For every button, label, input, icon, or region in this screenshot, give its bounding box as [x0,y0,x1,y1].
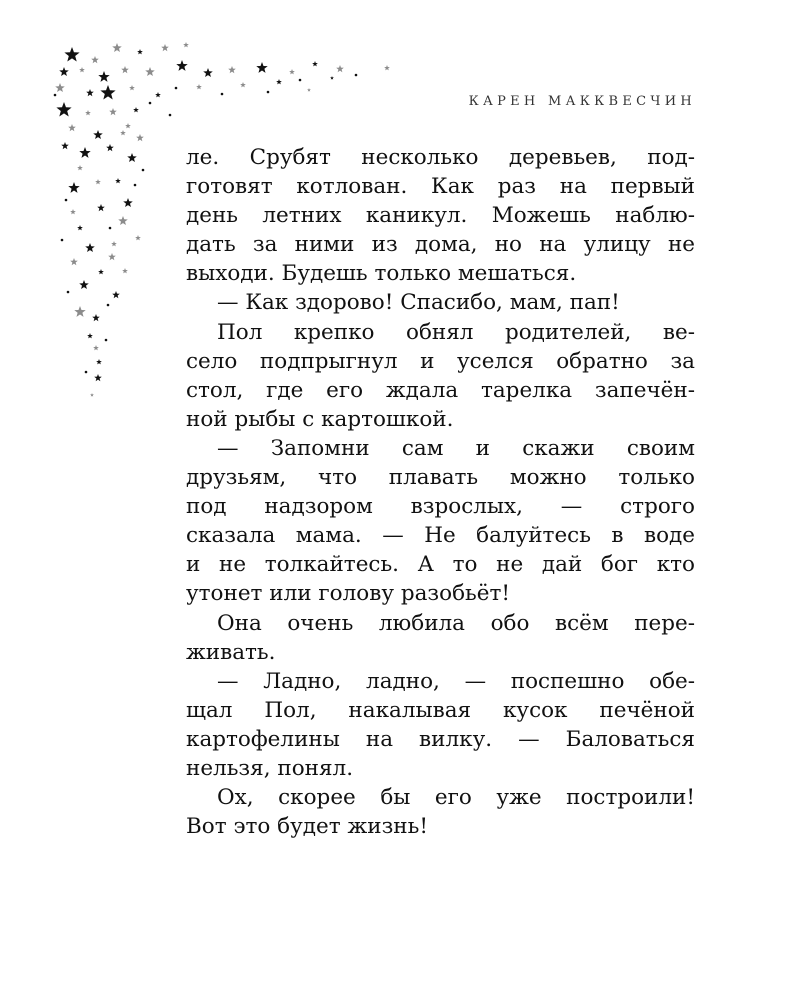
text-line: — Как здорово! Спасибо, мам, пап! [217,290,620,316]
star-dot-icon [105,339,108,342]
star-dot-icon [267,91,270,94]
star-icon [129,85,135,90]
text-line: выходи. Будешь только мешаться. [186,261,577,287]
star-dot-icon [54,94,57,97]
text-line: живать. [186,639,276,665]
text-line: утонет или голову разобьёт! [186,581,510,607]
star-icon [203,68,213,77]
star-icon [77,165,83,170]
star-icon [74,306,85,317]
star-dot-icon [299,79,302,82]
star-icon [55,83,65,92]
text-line: ной рыбы с картошкой. [186,406,454,432]
running-head: КАРЕН МАККВЕСЧИН [468,94,696,109]
star-dot-icon [149,102,152,105]
star-icon [100,85,115,99]
text-line: Вот это будет жизнь! [186,814,428,840]
star-icon [240,82,246,87]
text-line: — Запомни сам и скажи своим [217,435,695,461]
star-icon [94,374,102,381]
text-line: готовят котлован. Как раз на первый [186,174,695,200]
star-icon [115,178,121,183]
text-line: — Ладно, ладно, — поспешно обе- [217,668,695,694]
star-icon [79,67,85,72]
star-icon [98,269,104,274]
star-dot-icon [134,184,137,187]
star-icon [336,65,344,72]
star-icon [155,92,161,97]
text-line: нельзя, понял. [186,755,354,781]
star-icon [56,102,71,116]
star-icon [95,179,101,184]
star-icon [307,88,311,92]
star-icon [93,345,99,350]
star-icon [176,60,187,71]
text-line: день летних каникул. Можешь наблю- [186,203,695,229]
star-icon [137,49,143,54]
star-icon [90,393,94,397]
star-icon [92,314,100,321]
star-icon [59,67,69,76]
star-icon [123,198,133,207]
star-dot-icon [61,239,64,242]
star-dot-icon [169,114,172,117]
page-text [186,143,695,841]
star-icon [145,67,155,76]
star-icon [97,204,105,211]
star-icon [228,66,236,73]
text-line: щал Пол, накалывая кусок печёной [186,697,695,723]
star-icon [125,123,131,128]
text-line: дать за ними из дома, но на улицу не [186,232,695,258]
star-icon [118,216,128,225]
text-line: Она очень любила обо всём пере- [217,610,695,636]
text-line: под надзором взрослых, — строго [186,494,695,520]
star-dot-icon [85,371,88,374]
star-icon [96,359,102,364]
text-line: друзьям, что плавать можно только [186,465,695,491]
star-icon [70,258,78,265]
star-icon [289,69,295,74]
star-icon [91,56,99,63]
text-line: сказала мама. — Не балуйтесь в воде [186,523,695,549]
star-icon [136,134,144,141]
star-icon [111,241,117,246]
star-icon [183,42,189,47]
star-icon [127,153,137,162]
star-dot-icon [67,291,70,294]
text-line: картофелины на вилку. — Баловаться [186,726,695,752]
star-icon [330,76,334,80]
star-dot-icon [107,304,110,307]
text-line: и не толкайтесь. А то не дай бог кто [186,552,695,578]
text-line: Пол крепко обнял родителей, ве- [217,319,695,345]
star-icon [106,144,114,151]
star-icon [161,44,169,51]
star-icon [86,89,94,96]
star-icon [108,253,116,260]
star-dot-icon [65,199,68,202]
star-icon [64,47,79,61]
star-icon [85,243,95,252]
text-line: село подпрыгнул и уселся обратно за [186,348,695,374]
star-icon [70,209,76,214]
star-icon [87,333,93,338]
star-dot-icon [109,227,112,230]
star-icon [120,130,126,135]
text-line: Ох, скорее бы его уже построили! [217,785,695,811]
star-icon [85,110,91,115]
star-icon [276,79,282,84]
star-icon [196,84,202,89]
star-icon [112,291,120,298]
star-dot-icon [142,169,145,172]
star-icon [312,61,318,66]
text-line: ле. Срубят несколько деревьев, под- [186,145,695,170]
star-dot-icon [175,87,178,90]
star-icon [68,124,76,131]
star-icon [121,66,129,73]
star-icon [68,182,79,193]
star-icon [93,130,103,139]
star-icon [79,147,90,158]
star-icon [384,65,390,70]
text-line: стол, где его ждала тарелка запечён- [186,377,695,403]
star-dot-icon [221,93,224,96]
star-dot-icon [355,74,358,77]
star-icon [122,268,128,273]
star-icon [79,280,89,289]
star-icon [135,235,141,240]
star-icon [77,225,83,230]
star-icon [61,142,69,149]
star-icon [256,62,267,73]
star-icon [133,107,139,112]
star-icon [98,71,109,82]
star-icon [109,108,117,115]
star-icon [112,43,122,52]
